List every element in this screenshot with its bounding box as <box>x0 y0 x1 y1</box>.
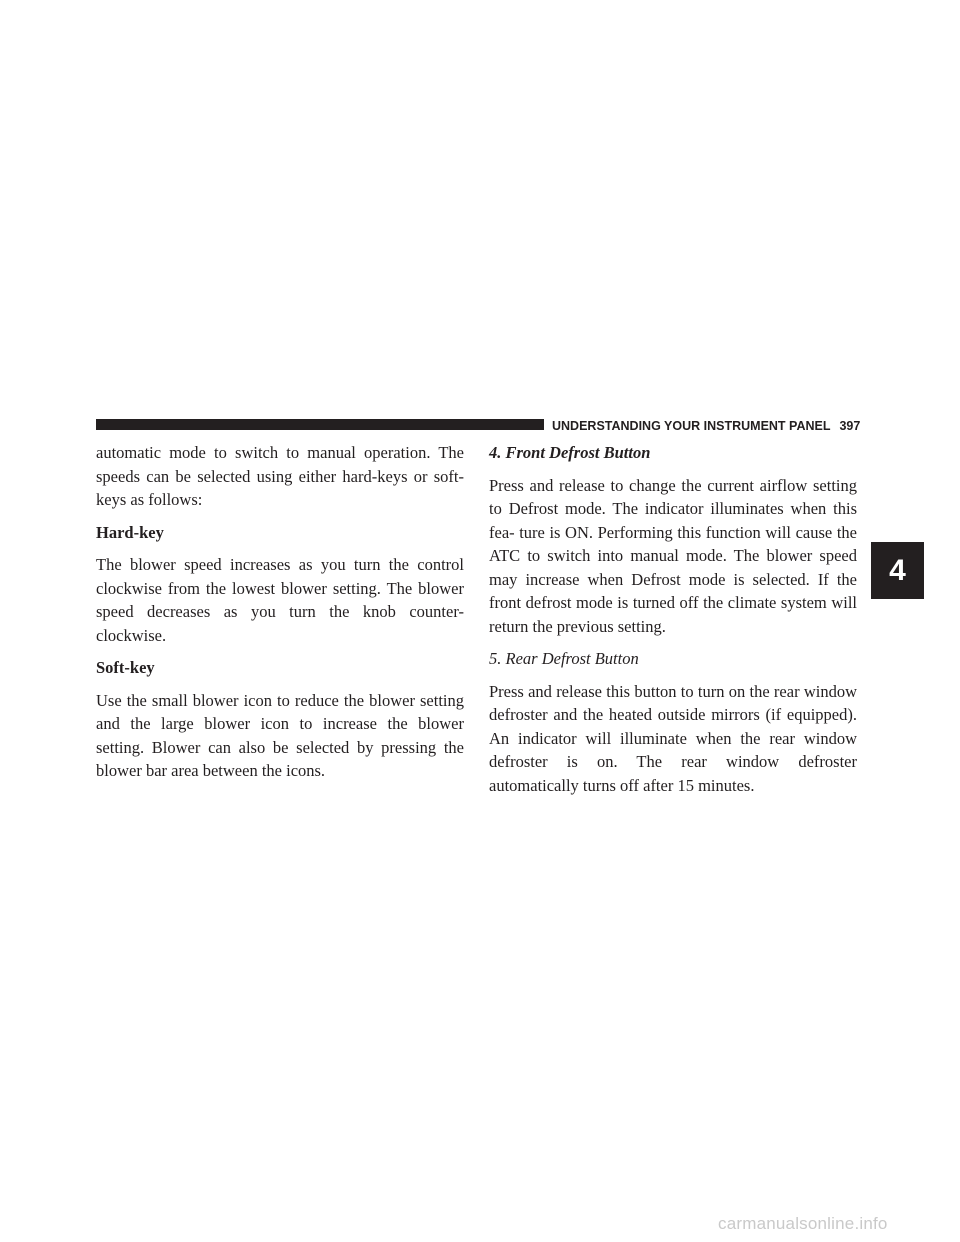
front-defrost-paragraph: Press and release to change the current airflow setting to Defrost mode. The indicator illuminates when this fea- ture is ON. Performing this function will cause the ATC to switch into manual mode. The blower speed may increase when Defrost mode is selected. If the front defrost mode is turned off the climate system will return the previous setting. <box>489 475 857 636</box>
rear-defrost-heading: 5. Rear Defrost Button <box>489 649 639 668</box>
hardkey-heading: Hard-key <box>96 522 164 542</box>
intro-paragraph: automatic mode to switch to manual operation. The speeds can be selected using either hard-keys or soft-keys as follows: <box>96 443 464 509</box>
watermark: carmanualsonline.info <box>718 1214 888 1233</box>
softkey-heading: Soft-key <box>96 658 155 677</box>
front-defrost-heading: 4. Front Defrost Button <box>489 443 651 462</box>
section-title: UNDERSTANDING YOUR INSTRUMENT PANEL <box>552 419 831 433</box>
left-column <box>96 441 464 792</box>
softkey-paragraph: Use the small blower icon to reduce the blower setting and the large blower icon to increase the blower setting. Blower can also be selected by pressing the blower bar area between the icons. <box>96 690 464 780</box>
hardkey-paragraph: The blower speed increases as you turn the control clockwise from the lowest blower setting. The blower speed decreases as you turn the knob counter-clockwise. <box>96 555 464 645</box>
right-column <box>489 441 857 806</box>
chapter-tab: 4 <box>871 542 924 599</box>
rear-defrost-paragraph: Press and release this button to turn on the rear window defroster and the heated outside mirrors (if equipped). An indicator will illuminate when the rear window defroster is on. The rear window defroster automatically turns off after 15 minutes. <box>489 681 857 795</box>
header-rule <box>96 419 544 430</box>
running-header <box>552 418 860 434</box>
page-number: 397 <box>839 419 861 433</box>
